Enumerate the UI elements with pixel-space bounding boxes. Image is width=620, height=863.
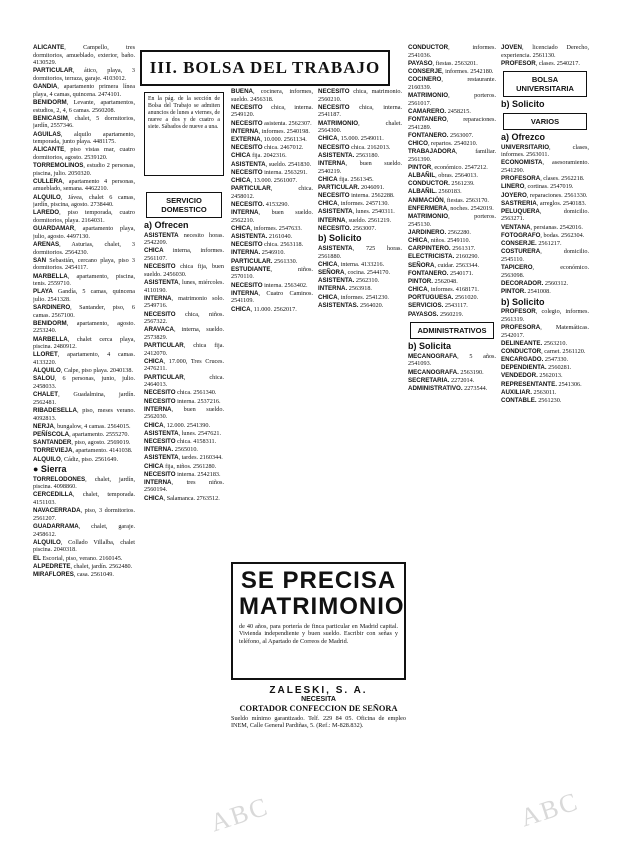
classified-ad: REPRESENTANTE. 2541306. bbox=[501, 380, 582, 388]
zaleski-needs: NECESITA bbox=[301, 696, 336, 703]
classified-ad: SAN Sebastián, cercano playa, piso 3 dormitorios. 2454117. bbox=[33, 256, 135, 272]
classified-ad: TAPICERO, económico. 2563098. bbox=[501, 264, 589, 279]
classified-ad: CONSERJE. 2561217. bbox=[501, 240, 562, 248]
classified-ad: CHICA, 15.000. 2549011. bbox=[318, 135, 384, 143]
zaleski-ad bbox=[231, 685, 406, 730]
sierra-subhead: ● Sierra bbox=[33, 464, 67, 475]
classified-ad: CHICO, repartos. 2540210. bbox=[408, 139, 478, 147]
servicio-header: SERVICIO DOMESTICO bbox=[146, 192, 222, 218]
classified-ad: PLAYA Gandía, 5 camas, quincena julio. 2541328. bbox=[33, 288, 135, 303]
classified-ad: NECESITO chica. 2561340. bbox=[144, 389, 217, 397]
administrativos-header: ADMINISTRATIVOS bbox=[410, 322, 494, 339]
classified-ad: PAYASOS. 2560219. bbox=[408, 310, 464, 318]
col6-list bbox=[501, 44, 589, 67]
classified-ad: UNIVERSITARIO, clases, informes. 2563011. bbox=[501, 143, 589, 159]
classified-ad: ASISTENTA necesito horas. 2542209. bbox=[144, 231, 224, 247]
bolsa-universitaria-header: BOLSA UNIVERSITARIA bbox=[503, 71, 587, 97]
classified-ad: FONTANERO, reparaciones. 2541289. bbox=[408, 115, 496, 131]
col4-solicito-list bbox=[318, 245, 402, 309]
column-3 bbox=[231, 88, 313, 558]
classified-ad: PINTOR. 2541008. bbox=[501, 287, 551, 295]
zaleski-company: ZALESKI, S. A. bbox=[269, 685, 368, 696]
classified-ad: ALQUILO, Calpe, piso playa. 2040138. bbox=[33, 367, 134, 375]
classified-ad: LLORET, apartamento, 4 camas. 4133220. bbox=[33, 351, 135, 367]
classified-ad: ASISTENTA. 2563180. bbox=[318, 151, 380, 159]
classified-ad: NECESITO chica, interna. 2541187. bbox=[318, 103, 402, 119]
classified-ad: INTERNA. 2563918. bbox=[318, 285, 372, 293]
classified-ad: CHICA, Salamanca. 2763512. bbox=[144, 494, 220, 502]
column-1 bbox=[33, 44, 135, 836]
classified-ad: NECESITO chica. 4158311. bbox=[144, 437, 217, 445]
classified-ad: SASTRERIA, arreglos. 2540183. bbox=[501, 199, 587, 207]
classified-ad: ENFERMERA, noches. 2542019. bbox=[408, 204, 494, 212]
classified-ad: PROFESOR, clases. 2540217. bbox=[501, 59, 580, 67]
classified-ad: GANDIA, apartamento primera línea playa, 4 camas, quincena. 2474101. bbox=[33, 83, 135, 98]
classified-ad: ASISTENTA, 725 horas. 2561880. bbox=[318, 245, 402, 260]
classified-ad: LINERO, cortinas. 2547019. bbox=[501, 183, 574, 191]
classified-ad: PARTICULAR, ático, playa, 3 dormitorios, terraza, garaje. 4103012. bbox=[33, 67, 135, 82]
classified-ad: SARDINERO, Santander, piso, 6 camas. 2567100. bbox=[33, 304, 135, 319]
zaleski-details: Sueldo mínimo garantizado. Telf. 229 84 05. Oficina de empleo INEM, Calle General Pardiñas, 5. (Ref.: M-828.832). bbox=[231, 715, 406, 730]
classified-ad: CHICA, 12.000. 2541390. bbox=[144, 421, 210, 429]
classified-ad: PROFESORA, Matemáticas. 2542017. bbox=[501, 323, 589, 339]
section-title: III. BOLSA DEL TRABAJO bbox=[140, 50, 390, 86]
classified-ad: VENTANA, persianas. 2542016. bbox=[501, 223, 583, 231]
classified-ad: INTERNA, buen sueldo. 2540219. bbox=[318, 159, 402, 175]
classified-ad: AGUILAS, alquilo apartamento, temporada, junto playa. 4481175. bbox=[33, 130, 135, 146]
classified-ad: TORRELODONES, chalet, jardín, piscina. 4098860. bbox=[33, 475, 135, 491]
classified-ad: CHALET, Guadalmina, jardín. 2562481. bbox=[33, 391, 135, 406]
classified-ad: INTERNA, tres niños. 2560194. bbox=[144, 478, 224, 494]
classified-ad: ENCARGADO. 2547330. bbox=[501, 356, 569, 364]
classified-ad: MIRAFLORES, casa. 2561049. bbox=[33, 570, 114, 578]
classified-ad: SECRETARIA. 2272014. bbox=[408, 376, 475, 384]
classified-ad: NECESITO. 4153290. bbox=[231, 200, 289, 208]
classified-ad: NECESITO interna. 2562288. bbox=[318, 192, 395, 200]
classified-ad: ALQUILO, Jávea, chalet 6 camas, jardín, piscina, agosto. 2738440. bbox=[33, 193, 135, 209]
classified-ad: PORTUGUESA. 2561020. bbox=[408, 294, 479, 302]
matrimonio-ad bbox=[231, 562, 406, 680]
classified-ad: ALQUILO, Cádiz, piso. 2561649. bbox=[33, 455, 119, 463]
classified-ad: AUXILIAR. 2563011. bbox=[501, 388, 557, 396]
classified-ad: NERJA, bungalow, 4 camas. 2564015. bbox=[33, 422, 131, 430]
classified-ad: ASISTENTAS. 2564020. bbox=[318, 301, 384, 309]
varios-header: VARIOS bbox=[503, 113, 587, 130]
classified-ad: BENICASIM, chalet, 5 dormitorios, jardín, 2557346. bbox=[33, 114, 135, 130]
classified-ad: NECESITO chica, niños. 2567322. bbox=[144, 310, 224, 326]
classified-ad: CONDUCTOR, carnet. 2561120. bbox=[501, 347, 586, 355]
classified-ad: CAMARERO. 2458215. bbox=[408, 107, 471, 115]
classified-ad: PROFESORA, clases. 2562218. bbox=[501, 175, 585, 183]
abc-watermark: ABC bbox=[206, 791, 273, 838]
classified-ad: CHICA fija. 2042316. bbox=[231, 152, 287, 160]
classified-ad: ADMINISTRATIVO. 2273544. bbox=[408, 384, 488, 392]
classified-ad: INTERNA, sueldo. 2561219. bbox=[318, 216, 392, 224]
classified-ad: DEPENDIENTA. 2560281. bbox=[501, 364, 572, 372]
solicito-subhead-6b: b) Solicito bbox=[501, 296, 545, 307]
classified-ad: GUARDAMAR, apartamento playa, julio, agosto. 4497130. bbox=[33, 225, 135, 240]
classified-ad: ELECTRICISTA. 2160290. bbox=[408, 253, 480, 261]
classified-ad: NECESITO chica. 2467012. bbox=[231, 144, 304, 152]
col6-solicito-list bbox=[501, 308, 589, 404]
col5-solicito-list bbox=[408, 353, 496, 393]
ofrezco-subhead: a) Ofrezco bbox=[501, 131, 546, 142]
classified-ad: PINTOR, económico. 2547212. bbox=[408, 163, 488, 171]
classified-ad: SERVICIOS. 2543117. bbox=[408, 302, 468, 310]
classified-ad: ASISTENTA, tardes. 2160344. bbox=[144, 454, 223, 462]
classified-ad: MATRIMONIO, chalet. 2564300. bbox=[318, 119, 402, 135]
classified-ad: EL Escorial, piso, verano. 2160145. bbox=[33, 554, 123, 562]
classified-ad: CHICA fija. 2561345. bbox=[318, 175, 374, 183]
classified-ad: ASISTENTA, lunes. 2540311. bbox=[318, 208, 395, 216]
classified-ad: PARTICULAR. 2046091. bbox=[318, 183, 385, 191]
classified-ad: ALQUILO, Collado Villalba, chalet piscina. 2040318. bbox=[33, 538, 135, 554]
column-5 bbox=[408, 44, 496, 836]
solicita-subhead: b) Solicita bbox=[408, 341, 452, 352]
classified-ad: CERCEDILLA, chalet, temporada. 4151103. bbox=[33, 491, 135, 507]
classified-ad: JOVEN, licenciado Derecho, experiencia. 2561130. bbox=[501, 44, 589, 59]
col4-list bbox=[318, 88, 402, 232]
classified-ad: SEÑORA, cuidar. 2563344. bbox=[408, 261, 479, 269]
classified-ad: CHICA, informes. 2541230. bbox=[318, 293, 389, 301]
classified-ad: ECONOMISTA, asesoramiento. 2541290. bbox=[501, 159, 589, 174]
column-6 bbox=[501, 44, 589, 405]
classified-ad: ALBAÑIL, obras. 2564013. bbox=[408, 172, 478, 180]
classified-ad: LAREDO, piso temporada, cuatro dormitorios, playa. 2164031. bbox=[33, 209, 135, 224]
col3-list bbox=[231, 88, 313, 313]
classified-ad: CHICA, informes. 4168171. bbox=[408, 286, 479, 294]
classified-ad: TORREVIEJA, apartamento. 4141038. bbox=[33, 447, 133, 455]
classified-ad: GUADARRAMA, chalet, garaje. 2458612. bbox=[33, 523, 135, 538]
classified-ad: NECESITO chica. 2563118. bbox=[231, 241, 304, 249]
classified-ad: PEÑÍSCOLA, apartamento. 2555270. bbox=[33, 430, 130, 438]
classified-ad: NECESITO asistenta. 2562307. bbox=[231, 119, 312, 127]
classified-ad: CONTABLE. 2561230. bbox=[501, 397, 562, 405]
classified-ad: CONDUCTOR. 2561239. bbox=[408, 180, 475, 188]
classified-ad: MATRIMONIO, porteros. 2545130. bbox=[408, 212, 496, 228]
classified-ad: PAYASO, fiestas. 2563201. bbox=[408, 59, 478, 67]
classified-ad: ALBAÑIL. 2560183. bbox=[408, 188, 462, 196]
classified-ad: JOYERO, reparaciones. 2561330. bbox=[501, 191, 588, 199]
solicito-subhead: b) Solicito bbox=[318, 233, 362, 244]
classified-ad: INTERNA. 2546910. bbox=[231, 249, 285, 257]
classified-ad: NECESITO. 2563007. bbox=[318, 224, 376, 232]
classified-ad: NECESITO chica. 2162013. bbox=[318, 143, 391, 151]
classified-ad: NAVACERRADA, piso, 3 dormitorios. 2561207. bbox=[33, 507, 135, 522]
classified-ad: FONTANERO. 2563007. bbox=[408, 131, 474, 139]
classified-ad: ALPEDRETE, chalet, jardín. 2562480. bbox=[33, 562, 133, 570]
classified-ad: ALICANTE, piso vistas mar, cuatro dormitorios, agosto. 2539120. bbox=[33, 146, 135, 161]
classified-ad: CHICA, informes. 2457130. bbox=[318, 200, 389, 208]
classified-ad: CHICA, 17.000, Tres Cruces. 2476211. bbox=[144, 357, 224, 373]
col6-varios-list bbox=[501, 144, 589, 296]
classified-ad: MARBELLA, apartamento, piscina, tenis. 2559710. bbox=[33, 272, 135, 288]
col2-list bbox=[144, 232, 224, 503]
classified-ad: MARBELLA, chalet cerca playa, piscina. 2480912. bbox=[33, 335, 135, 351]
classified-ad: PARTICULAR. 2561330. bbox=[231, 257, 298, 265]
classified-ad: TORREMOLINOS, estudio 2 personas, piscina, julio. 2050320. bbox=[33, 162, 135, 177]
classified-ad: MATRIMONIO, porteros. 2561017. bbox=[408, 91, 496, 107]
classified-ad: DECORADOR. 2560312. bbox=[501, 279, 569, 287]
classified-ad: CULLERA, apartamento 4 personas, amueblado, semana. 4462210. bbox=[33, 177, 135, 193]
col1-list bbox=[33, 44, 135, 463]
classified-ad: CARPINTERO. 2561317. bbox=[408, 245, 476, 253]
classified-ad: NECESITO interna. 2537216. bbox=[144, 397, 221, 405]
classified-ad: CHICA interna, informes. 2561107. bbox=[144, 247, 224, 262]
classified-ad: INTERNA. 2565010. bbox=[144, 446, 198, 454]
classified-ad: ANIMACIÓN, fiestas. 2563170. bbox=[408, 196, 489, 204]
classified-ad: MECANOGRAFA. 2563190. bbox=[408, 368, 484, 376]
classified-ad: CHICA fija, niños. 2561280. bbox=[144, 462, 217, 470]
classified-ad: CHICA, 13.000. 2561007. bbox=[231, 176, 297, 184]
classified-ad: COSTURERA, domicilio. 2545110. bbox=[501, 248, 589, 263]
classified-ad: INTERNA, buen sueldo. 2562030. bbox=[144, 405, 224, 421]
classified-ad: NECESITO chica, interna. 2549120. bbox=[231, 103, 313, 119]
classified-ad: CONSERJE, informes. 2542180. bbox=[408, 67, 494, 75]
schedule-note: En la pág. de la sección de Bolsa del Trabajo se admiten anuncios de lunes a viernes, de nueve a dos y de cuatro a siete. Sábados de nueve a una. bbox=[144, 92, 224, 176]
ad-headline: SE PRECISA MATRIMONIO bbox=[239, 567, 405, 620]
classified-ad: ESTUDIANTE, niños. 2570110. bbox=[231, 265, 313, 281]
classified-ad: INTERNA, informes. 2540198. bbox=[231, 127, 310, 135]
classified-ad: PARTICULAR, chica fija. 2412070. bbox=[144, 342, 224, 357]
classified-ad: TRABAJADORA, familiar. 2561390. bbox=[408, 148, 496, 163]
classified-ad: JARDINERO. 2562280. bbox=[408, 228, 471, 236]
col1-sierra-list bbox=[33, 476, 135, 579]
classified-ad: PELUQUERA, domicilio. 2563271. bbox=[501, 207, 589, 223]
classified-ad: INTERNA, Cuatro Caminos. 2541109. bbox=[231, 289, 313, 305]
classified-ad: PARTICULAR, chica. 2464013. bbox=[144, 373, 224, 389]
classified-ad: FONTANERO. 2540171. bbox=[408, 269, 474, 277]
classified-ad: ALICANTE, Campello, tres dormitorios, amueblado, exterior, baño. 4130529. bbox=[33, 44, 135, 67]
classified-ad: BUENA, cocinera, informes, sueldo. 2456318. bbox=[231, 88, 313, 103]
classified-ad: FOTOGRAFO, bodas. 2562304. bbox=[501, 231, 585, 239]
classified-ad: ARENAS, Asturias, chalet, 3 dormitorios. 2564230. bbox=[33, 240, 135, 256]
classified-ad: ASISTENTA, sueldo. 2541830. bbox=[231, 160, 312, 168]
classified-ad: NECESITO chica, matrimonio. 2560210. bbox=[318, 88, 402, 103]
classified-ad: CHICA, niños. 2549110. bbox=[408, 236, 471, 244]
classified-ad: RIBADESELLA, piso, meses verano. 4092813. bbox=[33, 406, 135, 422]
classified-ad: CHICA, interna. 4133216. bbox=[318, 260, 385, 268]
classified-ad: SANTANDER, piso, agosto. 2569019. bbox=[33, 439, 131, 447]
zaleski-position: CORTADOR CONFECCION DE SEÑORA bbox=[239, 704, 398, 713]
abc-watermark-2: ABC bbox=[516, 786, 583, 833]
classified-ad: EXTERNA, 10.000. 2561134. bbox=[231, 135, 307, 143]
classified-ad: NECESITO interna. 2563402. bbox=[231, 281, 308, 289]
classified-ad: NECESITO interna. 2563291. bbox=[231, 168, 308, 176]
classified-ad: NECESITO interna. 2542183. bbox=[144, 470, 221, 478]
ofrecen-subhead: a) Ofrecen bbox=[144, 220, 189, 230]
classified-ad: SALOU, 6 personas, junio, julio. 2458033. bbox=[33, 375, 135, 390]
classified-ad: INTERNA, matrimonio solo. 2549716. bbox=[144, 294, 224, 310]
classified-ad: CHICA, informes. 2547633. bbox=[231, 224, 302, 232]
classified-ad: ARAVACA, interna, sueldo. 2573829. bbox=[144, 326, 224, 341]
classified-ad: ASISTENTA, lunes, miércoles. 4110190. bbox=[144, 278, 224, 294]
column-2 bbox=[144, 188, 224, 503]
classified-ad: PROFESOR, colegio, informes. 2561319. bbox=[501, 308, 589, 323]
col5-list bbox=[408, 44, 496, 318]
classified-ad: PINTOR. 2562048. bbox=[408, 277, 458, 285]
classified-ad: CONDUCTOR, informes. 2541036. bbox=[408, 44, 496, 59]
classified-ad: NECESITO chica fija, buen sueldo. 2456030. bbox=[144, 263, 224, 278]
classified-ad: MECANOGRAFA, 5 años. 2541093. bbox=[408, 352, 496, 368]
ad-body: de 40 años, para portería de finca particular en Madrid capital. Vivienda independiente y buen sueldo. Escribir con señas y teléfono, al Apartado de Correos de Madrid. bbox=[239, 623, 398, 645]
classified-ad: COCINERO, restaurante. 2160339. bbox=[408, 76, 496, 91]
classified-ad: VENDEDOR. 2562013. bbox=[501, 372, 563, 380]
classified-ad: INTERNA, buen sueldo. 2562210. bbox=[231, 209, 313, 224]
classified-ad: DELINEANTE. 2563210. bbox=[501, 339, 568, 347]
classified-ad: CHICA, 11.000. 2562017. bbox=[231, 305, 297, 313]
classified-ad: BENIDORM, Levante, apartamentos, estudios, 2, 4, 6 camas. 2560208. bbox=[33, 98, 135, 114]
solicito-subhead-6: b) Solicito bbox=[501, 99, 545, 110]
classified-ad: PARTICULAR, chica. 2458012. bbox=[231, 185, 313, 200]
classified-ad: SEÑORA, cocina. 2544170. bbox=[318, 268, 391, 276]
classified-ad: BENIDORM, apartamento, agosto. 2253240. bbox=[33, 319, 135, 335]
classified-ad: ASISTENTA. 2161040. bbox=[231, 233, 293, 240]
column-4 bbox=[318, 88, 402, 558]
classified-ad: ASISTENTA, lunes. 2547621. bbox=[144, 429, 222, 437]
classified-ad: ASISTENTA. 2562310. bbox=[318, 277, 380, 285]
